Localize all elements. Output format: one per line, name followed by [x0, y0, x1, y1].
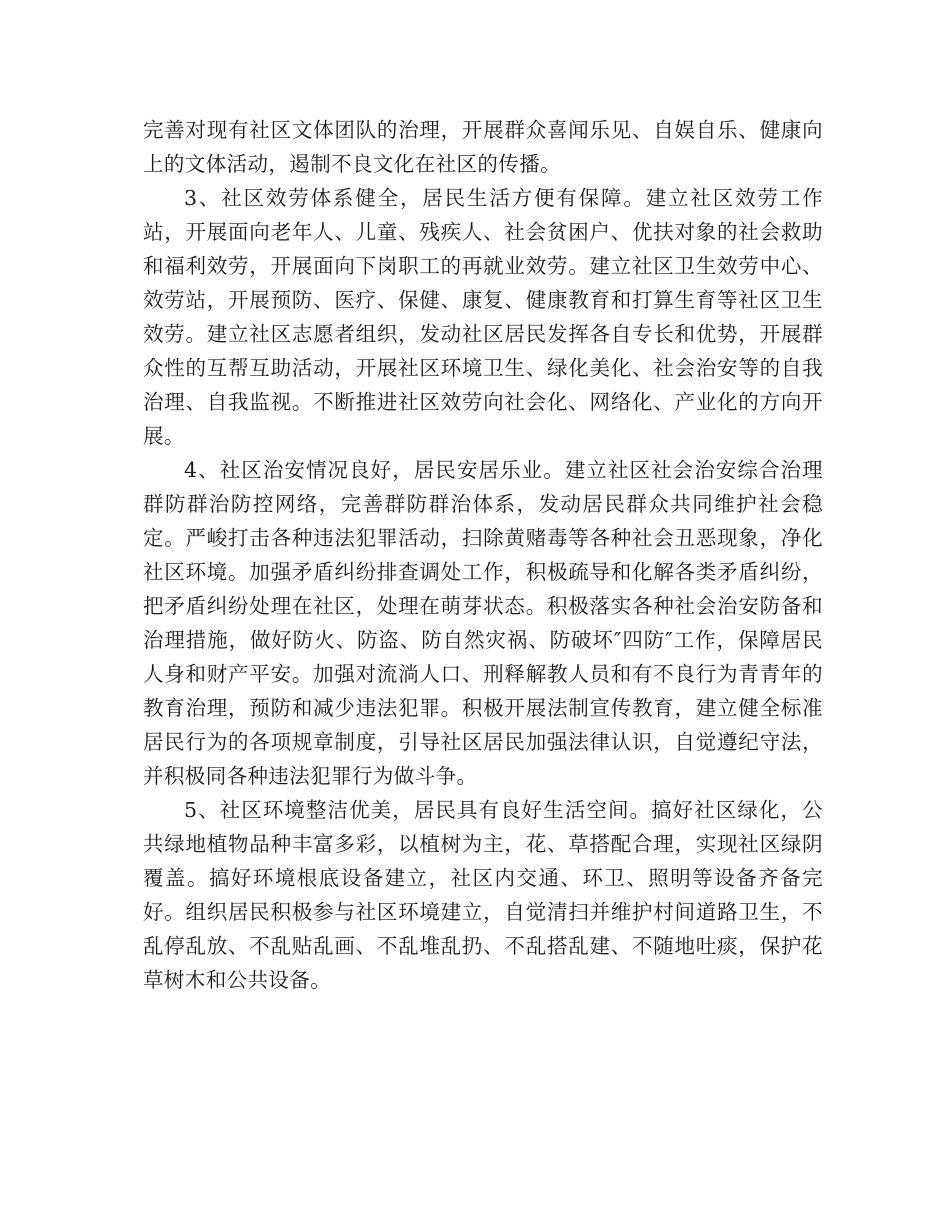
paragraph-community-environment: 5、社区环境整洁优美，居民具有良好生活空间。搞好社区绿化，公共绿地植物品种丰富多彩，以植树为主，花、草搭配合理，实现社区绿阴覆盖。搞好环境根底设备建立，社区内交通、环卫、照明等设备齐备完好。组织居民积极参与社区环境建立，自觉清扫并维护村间道路卫生，不乱停乱放、不乱贴乱画、不乱堆乱扔、不乱搭乱建、不随地吐痰，保护花草树木和公共设备。	[143, 798, 823, 992]
paragraph-community-services: 3、社区效劳体系健全，居民生活方便有保障。建立社区效劳工作站，开展面向老年人、儿童、残疾人、社会贫困户、优扶对象的社会救助和福利效劳，开展面向下岗职工的再就业效劳。建立社区卫生效劳中心、效劳站，开展预防、医疗、保健、康复、健康教育和打算生育等社区卫生效劳。建立社区志愿者组织，发动社区居民发挥各自专长和优势，开展群众性的互帮互助活动，开展社区环境卫生、绿化美化、社会治安等的自我治理、自我监视。不断推进社区效劳向社会化、网络化、产业化的方向开展。	[143, 186, 823, 448]
paragraph-community-security: 4、社区治安情况良好，居民安居乐业。建立社区社会治安综合治理群防群治防控网络，完善群防群治体系，发动居民群众共同维护社会稳定。严峻打击各种违法犯罪活动，扫除黄赌毒等各种社会丑恶现象，净化社区环境。加强矛盾纠纷排查调处工作，积极疏导和化解各类矛盾纠纷，把矛盾纠纷处理在社区，处理在萌芽状态。积极落实各种社会治安防备和治理措施，做好防火、防盗、防自然灾祸、防破坏″四防″工作，保障居民人身和财产平安。加强对流淌人口、刑释解教人员和有不良行为青青年的教育治理，预防和减少违法犯罪。积极开展法制宣传教育，建立健全标准居民行为的各项规章制度，引导社区居民加强法律认识，自觉遵纪守法，并积极同各种违法犯罪行为做斗争。	[143, 458, 823, 788]
paragraph-continuation: 完善对现有社区文体团队的治理，开展群众喜闻乐见、自娱自乐、健康向上的文体活动，遏制不良文化在社区的传播。	[143, 118, 823, 176]
document-page	[143, 113, 823, 997]
